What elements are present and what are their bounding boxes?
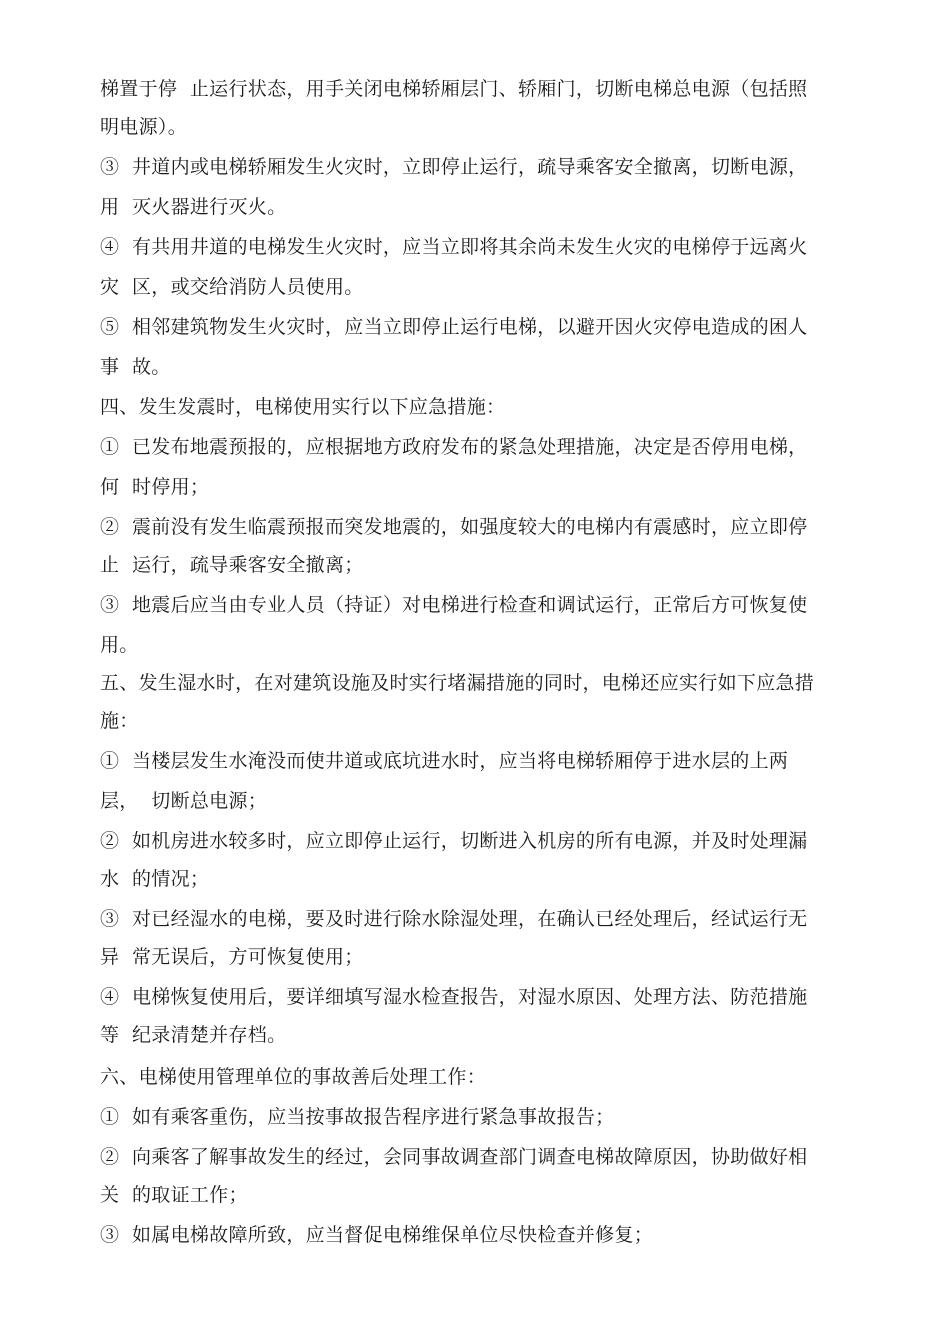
text-line: ③ 如属电梯故障所致，应当督促电梯维保单位尽快检查并修复； <box>100 1224 654 1246</box>
text-line: 水 的情况； <box>100 868 210 890</box>
text-line: ③ 地震后应当由专业人员（持证）对电梯进行检查和调试运行，正常后方可恢复使 <box>100 594 808 616</box>
text-line: ① 如有乘客重伤，应当按事故报告程序进行紧急事故报告； <box>100 1106 615 1128</box>
text-line: ⑤ 相邻建筑物发生火灾时，应当立即停止运行电梯，以避开因火灾停电造成的困人 <box>100 316 808 338</box>
section-heading: 五、发生湿水时，在对建筑设施及时实行堵漏措施的同时，电梯还应实行如下应急措 <box>100 672 815 694</box>
text-line: 等 纪录清楚并存档。 <box>100 1024 287 1046</box>
text-line: ② 震前没有发生临震预报而突发地震的，如强度较大的电梯内有震感时，应立即停 <box>100 516 808 538</box>
text-line: 施： <box>100 710 139 732</box>
text-line: ① 已发布地震预报的，应根据地方政府发布的紧急处理措施，决定是否停用电梯， <box>100 436 808 458</box>
text-line: 明电源）。 <box>100 116 188 138</box>
text-line: ④ 电梯恢复使用后，要详细填写湿水检查报告，对湿水原因、处理方法、防范措施 <box>100 986 808 1008</box>
text-line: 异 常无误后，方可恢复使用； <box>100 946 364 968</box>
text-line: 事 故。 <box>100 356 171 378</box>
text-line: 关 的取证工作； <box>100 1184 248 1206</box>
text-line: ④ 有共用井道的电梯发生火灾时，应当立即将其余尚未发生火灾的电梯停于远离火 <box>100 236 808 258</box>
text-line: ① 当楼层发生水淹没而使井道或底坑进水时，应当将电梯轿厢停于进水层的上两 <box>100 750 789 772</box>
text-line: 梯置于停 止运行状态，用手关闭电梯轿厢层门、轿厢门，切断电梯总电源（包括照 <box>100 78 808 100</box>
text-line: ③ 井道内或电梯轿厢发生火灾时，立即停止运行，疏导乘客安全撤离，切断电源， <box>100 156 808 178</box>
text-line: 用 灭火器进行灭火。 <box>100 196 287 218</box>
text-line: ③ 对已经湿水的电梯，要及时进行除水除湿处理，在确认已经处理后，经试运行无 <box>100 908 808 930</box>
text-line: 层， 切断总电源； <box>100 790 268 812</box>
text-line: 用。 <box>100 634 139 656</box>
section-heading: 六、电梯使用管理单位的事故善后处理工作： <box>100 1066 487 1088</box>
section-heading: 四、发生发震时，电梯使用实行以下应急措施： <box>100 396 506 418</box>
text-line: 灾 区，或交给消防人员使用。 <box>100 276 364 298</box>
text-line: 止 运行，疏导乘客安全撤离； <box>100 554 364 576</box>
text-line: 何 时停用； <box>100 476 210 498</box>
text-line: ② 向乘客了解事故发生的经过，会同事故调查部门调查电梯故障原因，协助做好相 <box>100 1146 808 1168</box>
text-line: ② 如机房进水较多时，应立即停止运行，切断进入机房的所有电源，并及时处理漏 <box>100 830 808 852</box>
